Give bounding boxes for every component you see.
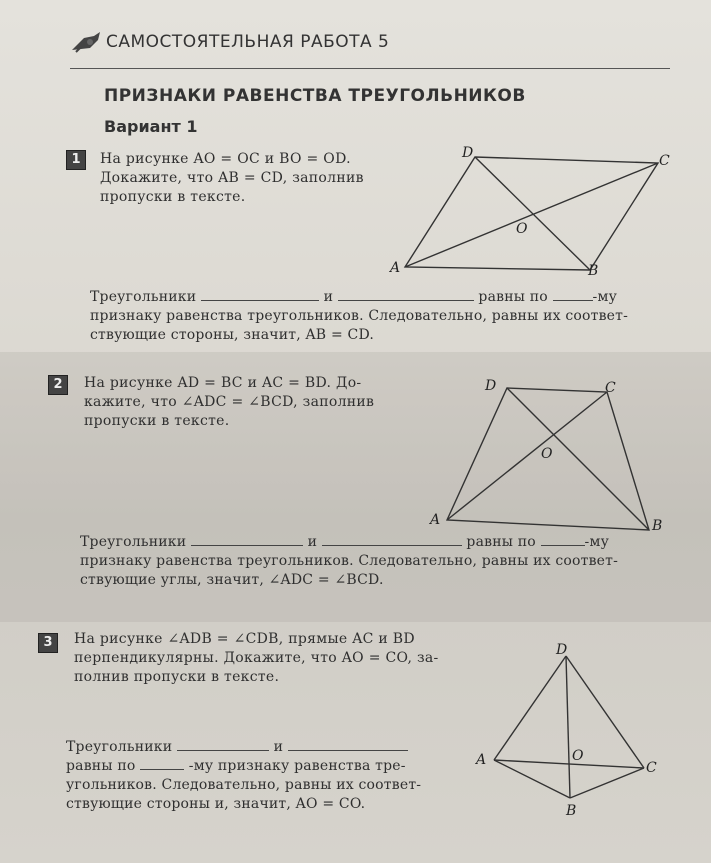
topic-title: ПРИЗНАКИ РАВЕНСТВА ТРЕУГОЛЬНИКОВ xyxy=(104,86,526,106)
task-2-fill xyxy=(80,533,618,590)
fill-word: равны по xyxy=(466,534,536,550)
task-number-2: 2 xyxy=(48,375,68,395)
task-1-fill-line-1 xyxy=(90,288,628,307)
blank-field[interactable] xyxy=(338,288,474,301)
fill-word: -му признаку равенства тре- xyxy=(188,758,406,774)
task-1-line: Докажите, что AB = CD, заполнив xyxy=(100,170,364,186)
blank-field[interactable] xyxy=(553,288,593,301)
blank-field[interactable] xyxy=(541,533,585,546)
blank-field[interactable] xyxy=(288,738,408,751)
task-3-line: полнив пропуски в тексте. xyxy=(74,669,280,685)
label-d: D xyxy=(485,378,497,394)
label-d: D xyxy=(556,642,568,658)
task-3-fill xyxy=(66,738,421,814)
task-3-fill-line-1 xyxy=(66,738,421,757)
task-1-figure xyxy=(380,145,680,280)
side-da xyxy=(494,656,566,760)
blank-field[interactable] xyxy=(177,738,269,751)
label-a: A xyxy=(390,260,401,276)
label-o: O xyxy=(541,446,553,462)
task-2-figure xyxy=(425,374,675,534)
task-3-figure xyxy=(468,640,668,820)
fill-word: -му xyxy=(592,289,618,305)
task-3-fill-line-4: ствующие стороны и, значит, AO = CO. xyxy=(66,796,366,812)
pencil-icon xyxy=(70,30,104,56)
task-3-line: На рисунке ∠ADB = ∠CDB, прямые AC и BD xyxy=(74,631,415,647)
fill-word: и xyxy=(307,534,318,550)
label-b: B xyxy=(566,803,577,819)
task-3-line: перпендикулярны. Докажите, что AO = CO, за- xyxy=(74,650,439,666)
task-1-fill xyxy=(90,288,628,345)
task-1-fill-line-3: ствующие стороны, значит, AB = CD. xyxy=(90,327,375,343)
task-2-fill-line-1 xyxy=(80,533,618,552)
fill-word: и xyxy=(323,289,334,305)
variant-title: Вариант 1 xyxy=(104,117,198,136)
diagonal-ac xyxy=(405,163,658,267)
side-cb xyxy=(570,768,644,798)
fill-word: Треугольники xyxy=(66,739,173,755)
header-title: САМОСТОЯТЕЛЬНАЯ РАБОТА 5 xyxy=(106,32,390,52)
task-3-fill-line-2 xyxy=(66,757,421,776)
blank-field[interactable] xyxy=(201,288,319,301)
diagonal-bd xyxy=(475,157,590,270)
label-b: B xyxy=(588,263,599,279)
line-bd xyxy=(566,656,570,798)
blank-field[interactable] xyxy=(140,757,184,770)
fill-word: равны по xyxy=(478,289,548,305)
task-2-fill-line-3: ствующие углы, значит, ∠ADC = ∠BCD. xyxy=(80,572,384,588)
task-1-line: пропуски в тексте. xyxy=(100,189,246,205)
label-b: B xyxy=(652,518,663,534)
task-number-1: 1 xyxy=(66,150,86,170)
side-ab xyxy=(494,760,570,798)
fill-word: -му xyxy=(584,534,610,550)
task-3-fill-line-3: угольников. Следовательно, равны их соответ- xyxy=(66,777,422,793)
task-2-fill-line-2: признаку равенства треугольников. Следовательно, равны их соответ- xyxy=(80,553,619,569)
label-o: O xyxy=(572,748,584,764)
label-a: A xyxy=(430,512,441,528)
task-3-statement xyxy=(74,630,439,687)
task-2-line: кажите, что ∠ADC = ∠BCD, заполнив xyxy=(84,394,375,410)
label-c: C xyxy=(605,380,616,396)
label-o: O xyxy=(516,221,528,237)
task-2-statement xyxy=(84,374,374,431)
section-header xyxy=(70,28,670,69)
fill-word: Треугольники xyxy=(90,289,197,305)
task-number-3: 3 xyxy=(38,633,58,653)
fill-word: Треугольники xyxy=(80,534,187,550)
diagonal-ac xyxy=(447,392,607,520)
task-1-fill-line-2: признаку равенства треугольников. Следовательно, равны их соответ- xyxy=(90,308,629,324)
fill-word: равны по xyxy=(66,758,136,774)
label-c: C xyxy=(646,760,657,776)
blank-field[interactable] xyxy=(322,533,462,546)
task-2-line: На рисунке AD = BC и AC = BD. До- xyxy=(84,375,362,391)
label-d: D xyxy=(462,145,474,161)
task-2-line: пропуски в тексте. xyxy=(84,413,230,429)
label-a: A xyxy=(476,752,487,768)
blank-field[interactable] xyxy=(191,533,303,546)
task-1-line: На рисунке AO = OC и BO = OD. xyxy=(100,151,351,167)
fill-word: и xyxy=(273,739,284,755)
task-1-statement xyxy=(100,150,364,207)
parallelogram-abcd xyxy=(405,157,658,270)
label-c: C xyxy=(659,153,670,169)
